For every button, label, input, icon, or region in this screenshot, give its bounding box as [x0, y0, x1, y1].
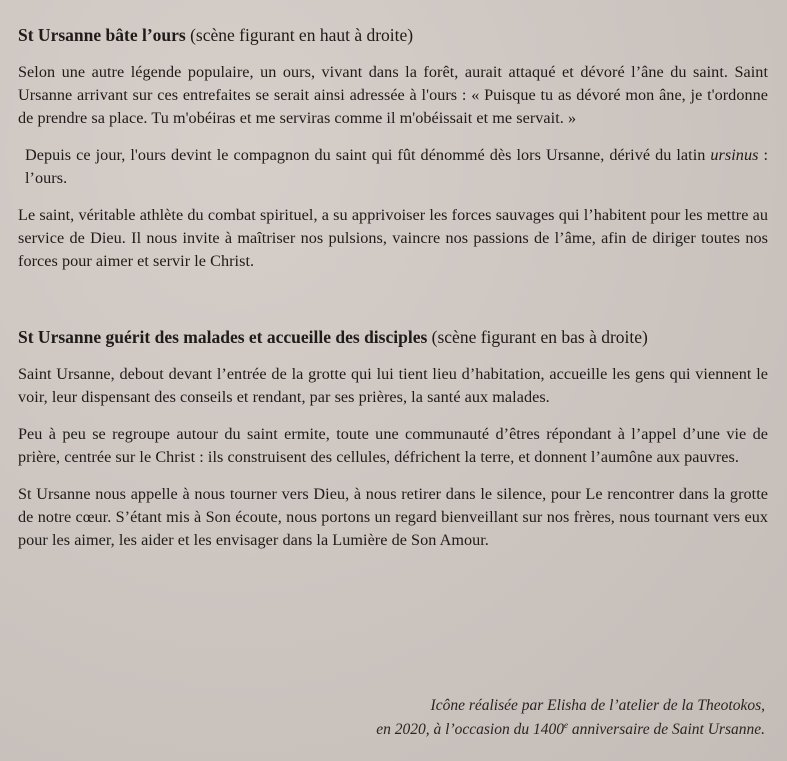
caption-text: en 2020, à l’occasion du 1400: [376, 721, 564, 738]
paragraph: Le saint, véritable athlète du combat spirituel, a su apprivoiser les forces sauvages qui l’habitent pour les mettre au service de Dieu. Il nous invite à maîtriser nos pulsions, vaincre nos passions de l’âme, afin de diriger toutes nos forces pour aimer et servir le Christ.: [18, 206, 768, 270]
caption-line: Icône réalisée par Elisha de l’atelier de la Theotokos,: [430, 697, 765, 714]
caption-line: [205, 718, 765, 742]
paragraph: Selon une autre légende populaire, un ours, vivant dans la forêt, aurait attaqué et dévoré l’âne du saint. Saint Ursanne arrivant sur ces entrefaites se serait ainsi adressée à l'ours : « Puisque tu as dévoré mon âne, je t'ordonne de prendre sa place. Tu m'obéiras et me serviras comme il m'obéissait et me servait. »: [18, 63, 768, 127]
paragraph: St Ursanne nous appelle à nous tourner vers Dieu, à nous retirer dans le silence, pour Le rencontrer dans la grotte de notre cœur. S’étant mis à Son écoute, nous portons un regard bienveillant sur nos frères, nous tournant vers eux pour les aimer, les aider et les envisager dans la Lumière de Son Amour.: [18, 485, 768, 549]
section-heading: [18, 326, 768, 349]
latin-term: ursinus: [710, 146, 759, 164]
section-subtitle: (scène figurant en bas à droite): [427, 327, 648, 347]
paragraph: [18, 144, 768, 190]
caption-text: anniversaire de Saint Ursanne.: [567, 721, 765, 738]
section-title: St Ursanne guérit des malades et accueille des disciples: [18, 327, 428, 347]
paragraph: Saint Ursanne, debout devant l’entrée de la grotte qui lui tient lieu d’habitation, accueille les gens qui viennent le voir, leur dispensant des conseils et rendant, par ses prières, la santé aux malades.: [18, 365, 768, 406]
paragraph: Peu à peu se regroupe autour du saint ermite, toute une communauté d’êtres répondant à l’appel d’une vie de prière, centrée sur le Christ : ils construisent des cellules, défrichent la terre, et donnent l’aumône aux pauvres.: [18, 425, 768, 466]
ordinal-suffix: e: [563, 720, 568, 730]
section-heading: [18, 24, 768, 47]
section-ursanne-bear: [18, 24, 768, 287]
section-subtitle: (scène figurant en haut à droite): [185, 25, 414, 45]
paragraph-text: Depuis ce jour, l'ours devint le compagnon du saint qui fût dénommé dès lors Ursanne, dérivé du latin: [25, 146, 711, 164]
section-title: St Ursanne bâte l’ours: [18, 25, 186, 45]
icon-credit-caption: [205, 694, 765, 742]
section-ursanne-heals: [18, 326, 768, 566]
paragraph-text: : l’ours.: [25, 146, 768, 187]
